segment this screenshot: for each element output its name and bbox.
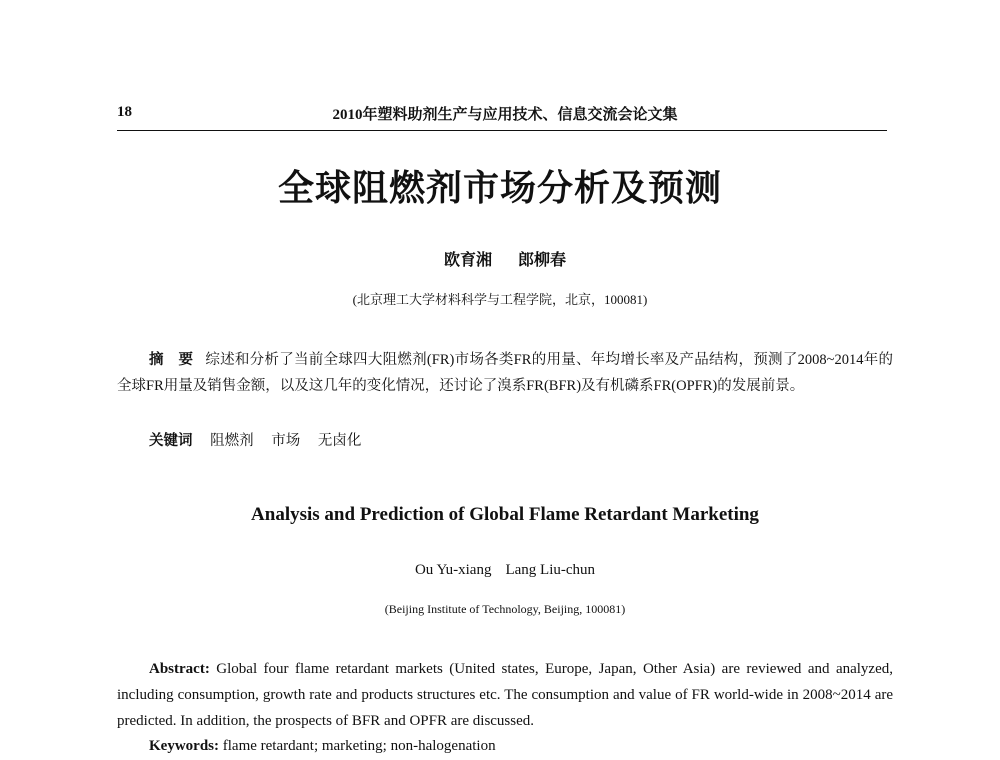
keywords-label: 关键词 (149, 433, 193, 449)
english-affiliation: (Beijing Institute of Technology, Beijing, 100081) (384, 602, 626, 616)
author-1: 欧育湘 (443, 252, 492, 269)
keywords-label: Keywords: (149, 738, 219, 754)
keywords-text: flame retardant; marketing; non-halogenation (222, 738, 496, 754)
chinese-title: 全球阻燃剂市场分析及预测 (277, 168, 722, 208)
chinese-abstract (117, 347, 893, 399)
keyword: 无卤化 (317, 433, 362, 449)
chinese-keywords (149, 429, 375, 450)
author-2: 郎柳春 (518, 252, 567, 269)
abstract-text: 综述和分析了当前全球四大阻燃剂(FR)市场各类FR的用量、年均增长率及产品结构，预测了2008~2014年的全球FR用量及销售金额，以及这几年的变化情况，还讨论了溴系FR(BFR)及有机磷系FR(OPFR)的发展前景。 (117, 352, 893, 394)
header-rule (117, 130, 887, 131)
abstract-label: 摘 要 (149, 352, 194, 368)
english-keywords (149, 738, 496, 755)
keyword: 阻燃剂 (210, 433, 254, 449)
abstract-label: Abstract: (149, 661, 210, 677)
english-authors (0, 562, 1000, 579)
author-2: Lang Liu-chun (505, 562, 596, 578)
english-title: Analysis and Prediction of Global Flame Retardant Marketing (251, 504, 759, 525)
page-number: 18 (117, 104, 132, 120)
english-abstract (117, 656, 893, 734)
abstract-text: Global four flame retardant markets (United states, Europe, Japan, Other Asia) are reviewed and analyzed, including consumption, growth rate and products structures etc. The consumption and value of FR world-wide in 2008~2014 are predicted. In addition, the prospects of BFR and OPFR are discussed. (117, 661, 894, 729)
chinese-affiliation: (北京理工大学材料科学与工程学院，北京，100081) (352, 292, 648, 307)
running-header: 2010年塑料助剂生产与应用技术、信息交流会论文集 (332, 107, 678, 123)
author-1: Ou Yu-xiang (414, 562, 492, 578)
chinese-authors (0, 247, 1000, 270)
keyword: 市场 (271, 433, 301, 449)
